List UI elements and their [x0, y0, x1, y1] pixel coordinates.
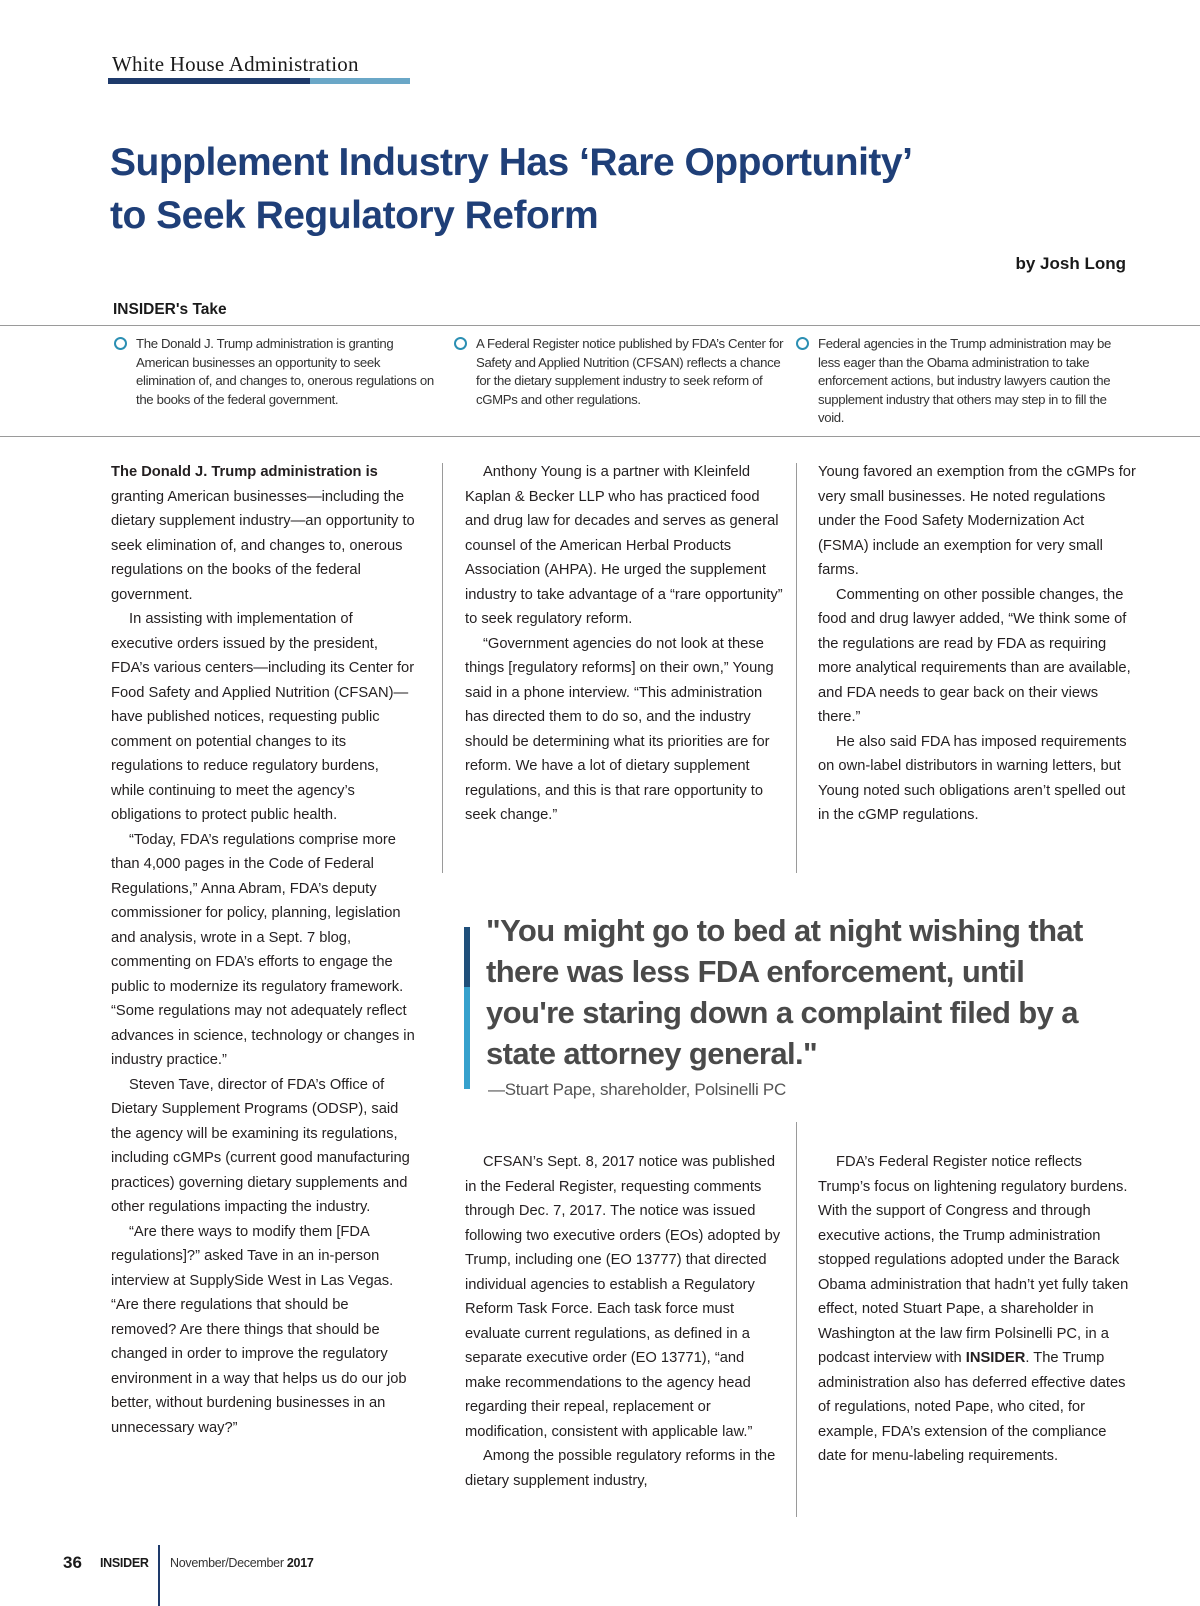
paragraph: CFSAN’s Sept. 8, 2017 notice was published in the Federal Register, requesting comments through Dec. 7, 2017. The notice was issued following two executive orders (EOs) adopted by Trump, including one (EO 13777) that directed individual agencies to establish a Regulatory Reform Task Force. Each task force must evaluate current regulations, as defined in a separate executive order (EO 13771), “and make recommendations to the agency head regarding their repeal, replacement or modification, consistent with applicable law.” — [465, 1154, 781, 1440]
paragraph: Young favored an exemption from the cGMPs for very small businesses. He noted regulations under the Food Safety Modernization Act (FSMA) include an exemption for very small farms. — [818, 464, 1136, 578]
headline-line-1: Supplement Industry Has ‘Rare Opportunity’ — [110, 141, 913, 184]
brand-mention: INSIDER — [965, 1350, 1026, 1366]
paragraph: “Today, FDA’s regulations comprise more than 4,000 pages in the Code of Federal Regulations,” Anna Abram, FDA’s deputy commissioner for policy, planning, legislation and analysis, wrote in a Sept. 7 blog, commenting on FDA’s efforts to engage the public to modernize its regulatory framework. “Some regulations may not adequately reflect advances in science, technology or changes in industry practice.” — [111, 831, 415, 1068]
quote-bar-accent — [464, 987, 470, 1089]
footer-bar — [158, 1545, 160, 1606]
column-divider — [796, 1122, 797, 1517]
column-divider — [442, 463, 443, 873]
body-column-2-bottom — [465, 1150, 783, 1493]
paragraph: The Donald J. Trump administration is granting American businesses—including the dietary supplement industry—an opportunity to seek elimination of, and changes to, onerous regulations on the books of the federal government. — [111, 464, 415, 603]
headline-line-2: to Seek Regulatory Reform — [110, 194, 599, 237]
paragraph: Anthony Young is a partner with Kleinfeld Kaplan & Becker LLP who has practiced food and drug law for decades and serves as general counsel of the American Herbal Products Association (AHPA). He urged the supplement industry to take advantage of a “rare opportunity” to seek regulatory reform. — [465, 464, 783, 627]
paragraph: “Are there ways to modify them [FDA regulations]?” asked Tave in an in-person interview at SupplySide West in Las Vegas. “Are there regulations that should be removed? Are there things that should be changed in order to improve the regulatory environment in a way that helps us do our job better, without burdening businesses in an unnecessary way?” — [111, 1223, 407, 1436]
publication-name: INSIDER — [100, 1556, 149, 1570]
headline — [110, 136, 1110, 242]
body-column-3-top — [818, 460, 1136, 828]
issue-date: November/December 2017 — [170, 1556, 314, 1570]
insiders-take-label: INSIDER's Take — [113, 301, 227, 318]
column-divider — [796, 463, 797, 873]
section-rule-accent — [310, 78, 410, 84]
take-divider-bottom — [0, 436, 1200, 437]
body-column-1 — [111, 460, 416, 1440]
paragraph: Among the possible regulatory reforms in the dietary supplement industry, — [465, 1448, 776, 1489]
pull-quote-attribution: —Stuart Pape, shareholder, Polsinelli PC — [488, 1080, 786, 1099]
paragraph: FDA’s Federal Register notice reflects Trump’s focus on lightening regulatory burdens. With the support of Congress and through executive actions, the Trump administration stopped regulations adopted under the Barack Obama administration that hadn’t yet fully taken effect, noted Stuart Pape, a shareholder in Washington at the law firm Polsinelli PC, in a podcast interview with INSIDER. The Trump administration also has deferred effective dates of regulations, noted Pape, who cited, for example, FDA’s extension of the compliance date for menu-labeling requirements. — [818, 1154, 1129, 1464]
paragraph: In assisting with implementation of executive orders issued by the president, FDA’s various centers—including its Center for Food Safety and Applied Nutrition (CFSAN)—have published notices, requesting public comment on potential changes to its regulations to reduce regulatory burdens, while continuing to meet the agency’s obligations to protect public health. — [111, 611, 415, 823]
byline: by Josh Long — [1015, 254, 1126, 273]
section-label: White House Administration — [112, 52, 359, 76]
paragraph: “Government agencies do not look at these things [regulatory reforms] on their own,” Young said in a phone interview. “This administration has directed them to do so, and the industry should be determining what its priorities are for reform. We have a lot of dietary supplement regulations, and this is that rare opportunity to seek change.” — [465, 635, 774, 823]
pull-quote: "You might go to bed at night wishing that there was less FDA enforcement, until you're staring down a complaint filed by a state attorney general." — [486, 913, 1083, 1071]
body-column-2-top — [465, 460, 783, 828]
paragraph: Commenting on other possible changes, the food and drug lawyer added, “We think some of the regulations are read by FDA as requiring more analytical requirements than are available, and FDA needs to gear back on their views there.” — [818, 586, 1131, 725]
lead-in: The Donald J. Trump administration is — [111, 464, 378, 480]
take-divider-top — [0, 325, 1200, 326]
take-item-2: A Federal Register notice published by FDA’s Center for Safety and Applied Nutrition (CFSAN) reflects a chance for the dietary supplement industry to seek reform of cGMPs and other regulations. — [476, 335, 786, 409]
quote-bar — [464, 927, 470, 987]
paragraph: Steven Tave, director of FDA’s Office of Dietary Supplement Programs (ODSP), said the agency will be examining its regulations, including cGMPs (current good manufacturing practices) governing dietary supplements and other regulations impacting the industry. — [111, 1076, 410, 1215]
bullet-circle-icon — [796, 337, 809, 350]
take-item-1: The Donald J. Trump administration is granting American businesses an opportunity to seek elimination of, and changes to, onerous regulations on the books of the federal government. — [136, 335, 436, 409]
take-item-3: Federal agencies in the Trump administration may be less eager than the Obama administration to take enforcement actions, but industry lawyers caution the supplement industry that others may step in to fill the void. — [818, 335, 1123, 428]
body-column-3-bottom — [818, 1150, 1136, 1469]
page-number: 36 — [63, 1553, 82, 1572]
paragraph: He also said FDA has imposed requirements on own-label distributors in warning letters, but Young noted such obligations aren’t spelled out in the cGMP regulations. — [818, 733, 1127, 823]
bullet-circle-icon — [454, 337, 467, 350]
bullet-circle-icon — [114, 337, 127, 350]
